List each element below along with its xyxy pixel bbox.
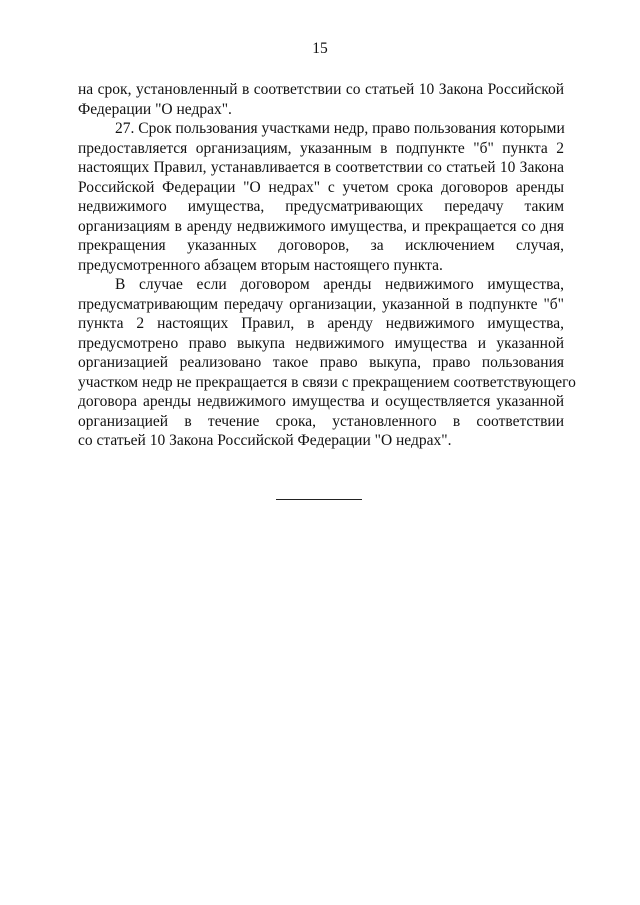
- text-line: В случае если договором аренды недвижимого имущества,: [115, 276, 564, 293]
- text-line: организацией в течение срока, установленного в соответствии: [78, 412, 564, 430]
- text-line: прекращения указанных договоров, за исключением случая,: [78, 237, 564, 254]
- text-line: настоящих Правил, устанавливается в соответствии со статьей 10 Закона: [78, 159, 564, 176]
- text-line: Федерации "О недрах".: [78, 100, 232, 118]
- text-line: участком недр не прекращается в связи с прекращением соответствующего: [78, 373, 576, 391]
- text-line: 27. Срок пользования участками недр, право пользования которыми: [115, 120, 565, 137]
- text-line: организацией реализовано такое право выкупа, право пользования: [78, 354, 564, 371]
- text-line: предусмотренного абзацем вторым настоящего пункта.: [78, 256, 443, 274]
- text-line: пункта 2 настоящих Правил, в аренду недвижимого имущества,: [78, 315, 564, 332]
- text-line: предусматривающим передачу организации, указанной в подпункте "б": [78, 295, 564, 313]
- text-line: организациям в аренду недвижимого имущества, и прекращается со дня: [78, 217, 564, 235]
- text-line: на срок, установленный в соответствии со статьей 10 Закона Российской: [78, 81, 564, 98]
- document-body: [78, 80, 576, 451]
- page-number: 15: [312, 40, 328, 57]
- text-line: предусмотрено право выкупа недвижимого имущества и указанной: [78, 334, 564, 352]
- text-line: Российской Федерации "О недрах" с учетом срока договоров аренды: [78, 178, 564, 196]
- text-line: со статьей 10 Закона Российской Федерации "О недрах".: [78, 432, 452, 449]
- text-line: недвижимого имущества, предусматривающих передачу таким: [78, 198, 564, 215]
- text-line: договора аренды недвижимого имущества и осуществляется указанной: [78, 393, 564, 410]
- text-line: предоставляется организациям, указанным в подпункте "б" пункта 2: [78, 139, 564, 157]
- end-divider-line: [276, 499, 362, 500]
